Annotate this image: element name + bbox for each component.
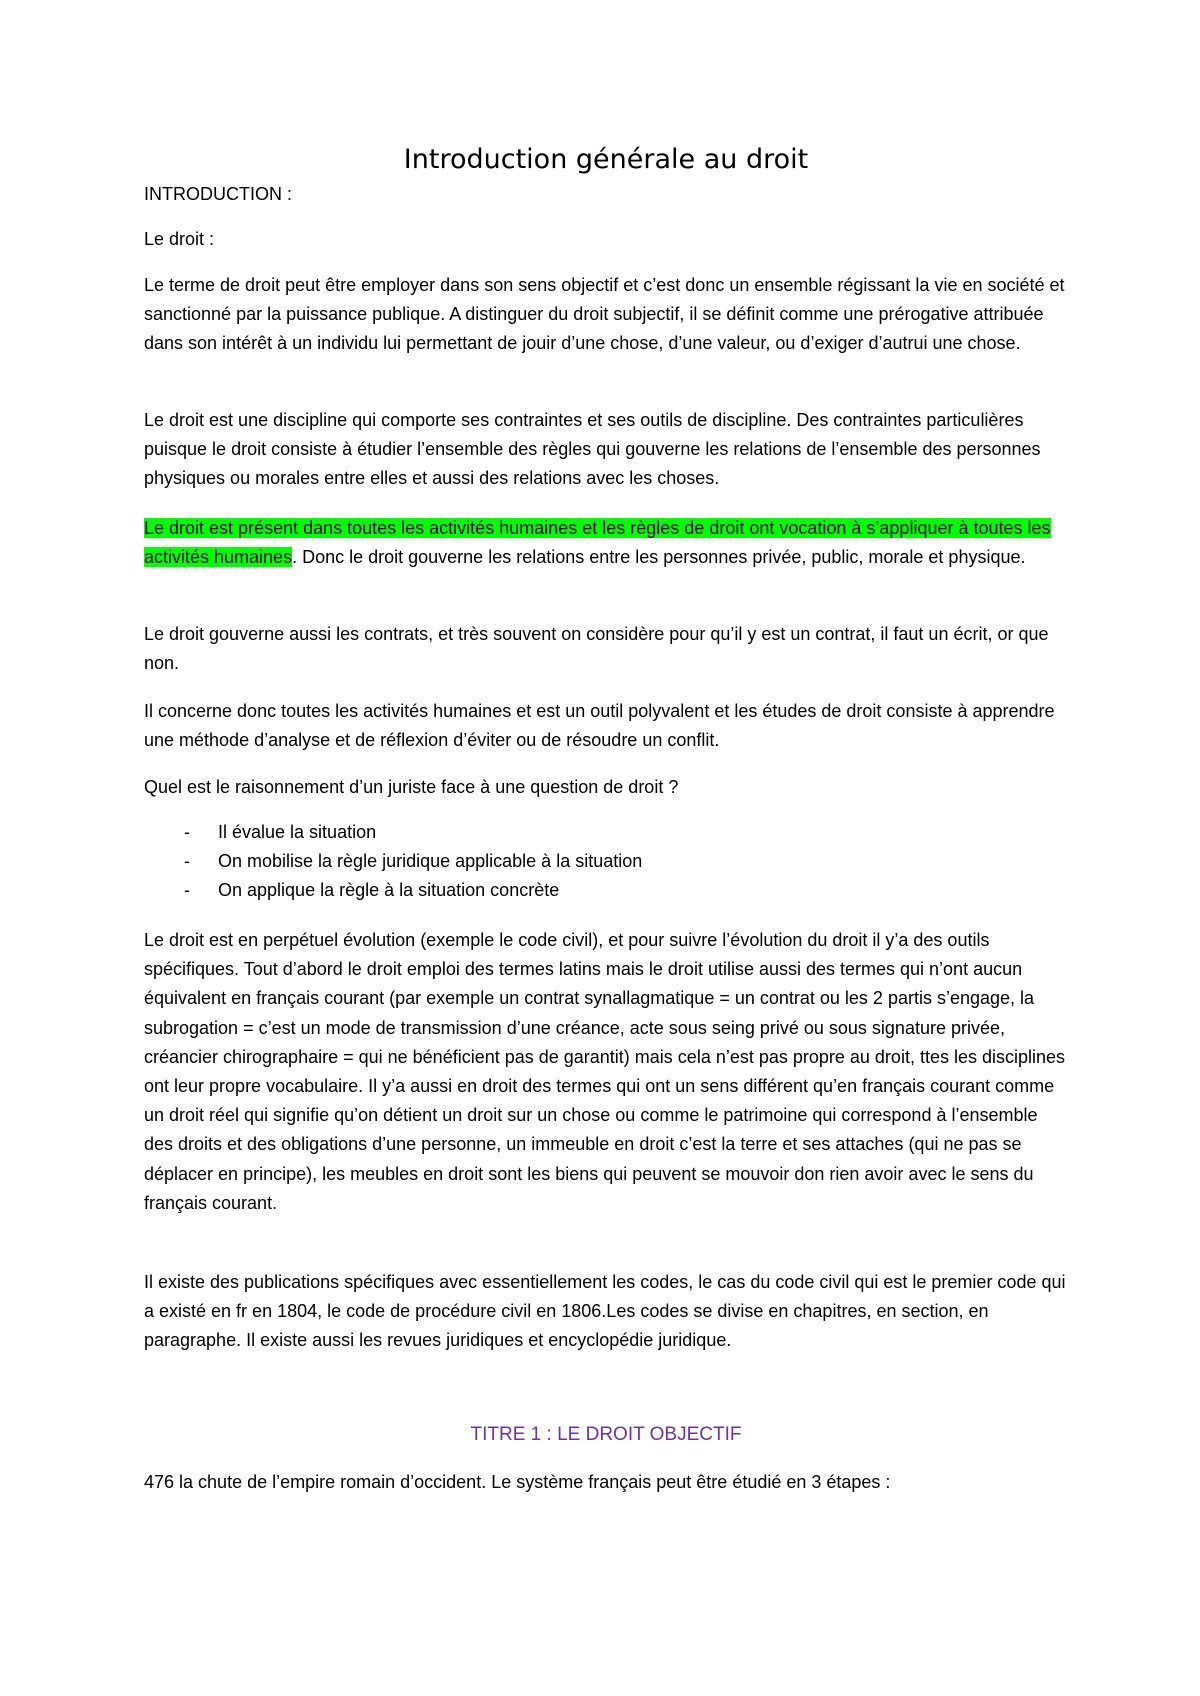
paragraph-6: Le droit est en perpétuel évolution (exemple le code civil), et pour suivre l’évolution du droit il y’a des outils spécifiques. Tout d’abord le droit emploi des termes latins mais le droit utilise aussi des termes qui n’ont aucun équivalent en français courant (par exemple un contrat synallagmatique = un contrat ou les 2 partis s’engage, la subrogation = c’est un mode de transmission d’une créance, acte sous seing privé ou sous signature privée, créancier chirographaire = qui ne bénéficient pas de garantit) mais cela n’est pas propre au droit, ttes les disciplines ont leur propre vocabulaire. Il y’a aussi en droit des termes qui ont un sens différent qu’en français courant comme un droit réel qui signifie qu’on détient un droit sur un chose ou comme le patrimoine qui correspond à l’ensemble des droits et des obligations d’une personne, un immeuble en droit c’est la terre et ses attaches (qui ne pas se déplacer en principe), les meubles en droit sont les biens qui peuvent se mouvoir don rien avoir avec le sens du français courant. [144,930,1066,1213]
intro-label: INTRODUCTION : [144,184,292,204]
bullet-dash: - [184,851,190,872]
highlighted-text: Le droit est présent dans toutes les activités humaines et les règles de droit ont vocation à s’appliquer à toutes les activités humaines [144,518,1051,568]
question-line: Quel est le raisonnement d’un juriste face à une question de droit ? [144,777,679,797]
section-heading-titre-1: TITRE 1 : LE DROIT OBJECTIF [470,1424,742,1445]
list-item: - On mobilise la règle juridique applicable à la situation [144,847,1068,876]
paragraph-4: Le droit gouverne aussi les contrats, et très souvent on considère pour qu’il y est un contrat, il faut un écrit, or que non. [144,624,1049,674]
paragraph-3-rest: . Donc le droit gouverne les relations entre les personnes privée, public, morale et physique. [292,547,1026,568]
paragraph-3 [144,514,1068,572]
paragraph-1: Le terme de droit peut être employer dans son sens objectif et c’est donc un ensemble régissant la vie en société et sanctionné par la puissance publique. A distinguer du droit subjectif, il se définit comme une prérogative attribuée dans son intérêt à un individu lui permettant de jouir d’une chose, d’une valeur, ou d’exiger d’autrui une chose. [144,275,1065,354]
paragraph-8: 476 la chute de l’empire romain d’occident. Le système français peut être étudié en 3 étapes : [144,1472,891,1492]
list-item: - Il évalue la situation [144,818,1068,847]
paragraph-2: Le droit est une discipline qui comporte ses contraintes et ses outils de discipline. Des contraintes particulières puisque le droit consiste à étudier l’ensemble des règles qui gouverne les relations de l’ensemble des personnes physiques ou morales entre elles et aussi des relations avec les choses. [144,410,1041,489]
droit-label: Le droit : [144,229,215,249]
paragraph-7: Il existe des publications spécifiques avec essentiellement les codes, le cas du code civil qui est le premier code qui a existé en fr en 1804, le code de procédure civil en 1806.Les codes se divise en chapitres, en section, en paragraphe. Il existe aussi les revues juridiques et encyclopédie juridique. [144,1272,1066,1351]
bullet-dash: - [184,880,190,901]
bullet-dash: - [184,822,190,842]
list-item: - On applique la règle à la situation concrète [144,876,1068,905]
document-title: Introduction générale au droit [403,144,809,175]
bullet-list [144,818,1068,906]
paragraph-5: Il concerne donc toutes les activités humaines et est un outil polyvalent et les études de droit consiste à apprendre une méthode d’analyse et de réflexion d’éviter ou de résoudre un conflit. [144,701,1055,751]
